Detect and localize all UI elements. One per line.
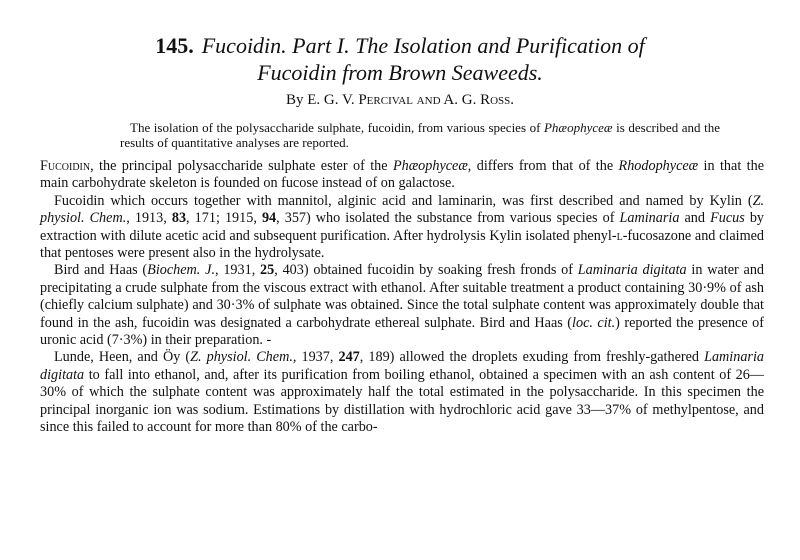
p3-text-c: , 403) obtained fucoidin by soaking fresh fronds of (274, 262, 578, 279)
p2-volume-2: 94 (261, 210, 277, 227)
article-number: 145. (155, 33, 194, 58)
p2-text-e: and (679, 210, 711, 227)
p2-journal: Z. physiol. Chem. (40, 192, 764, 227)
paragraph-3 (40, 262, 764, 349)
p4-text-c: , 189) allowed the droplets exuding from freshly-gathered (359, 349, 705, 366)
abstract (120, 120, 720, 150)
title-line-1: Fucoidin. Part I. The Isolation and Purification of (201, 33, 645, 58)
p4-journal: Z. physiol. Chem. (190, 349, 293, 366)
p2-text-g: -fucosazone and claimed that pentoses were present also in the hydrolysate. (40, 227, 764, 262)
abstract-taxon: Phæophyceæ (543, 120, 613, 135)
p4-text-b: , 1937, (292, 349, 339, 366)
p3-loc-cit: loc. cit. (572, 314, 616, 331)
p2-genus-1: Laminaria (619, 210, 680, 227)
p3-volume: 25 (260, 262, 275, 279)
p3-text-b: , 1931, (215, 262, 261, 279)
p4-volume: 247 (338, 349, 360, 366)
p4-text-a: Lunde, Heen, and Öy ( (54, 349, 191, 366)
lead-word: Fucoidin (40, 158, 91, 174)
p1-text-b: , differs from that of the (467, 158, 619, 174)
p2-text-f: by extraction with dilute acetic acid and subsequent purification. After hydrolysis Kylin isolated phenyl- (40, 210, 765, 244)
p3-journal: Biochem. J. (147, 262, 215, 279)
p2-l-prefix: l (616, 227, 623, 244)
p4-text-d: to fall into ethanol, and, after its purification from boiling ethanol, obtained a specimen with an ash content of 26—30% of which the sulphate content was approximately half the total estimated in the polysaccharide. In this specimen the principal inorganic ion was sodium. Estimations by distillation with hydrochloric acid gave 33—37% of methylpentose, and since this failed to account for more than 80% of the carbo- (40, 366, 764, 436)
abstract-text-1: The isolation of the polysaccharide sulphate, fucoidin, from various species of (130, 120, 544, 135)
p2-text-a: Fucoidin which occurs together with mannitol, alginic acid and laminarin, was first described and named by Kylin ( (54, 192, 753, 209)
p3-text-e: ) reported the presence of uronic acid (7·3%) in their preparation. - (40, 314, 764, 349)
p3-species: Laminaria digitata (577, 262, 687, 279)
p1-text-a: , the principal polysaccharide sulphate ester of the (90, 158, 393, 174)
p2-text-c: , 171; 1915, (186, 210, 262, 227)
p2-genus-2: Fucus (710, 210, 745, 227)
p2-volume-1: 83 (171, 210, 187, 227)
author-line (40, 90, 760, 110)
paragraph-1 (40, 158, 764, 193)
p1-taxon-2: Rhodophyceæ (618, 158, 699, 174)
author-by: By (285, 92, 304, 108)
p1-text-c: in that the main carbohydrate skeleton is founded on fucose instead of on galactose. (40, 158, 764, 192)
p2-text-b: , 1913, (126, 210, 172, 227)
abstract-text-2: is described and the results of quantitative analyses are reported. (120, 120, 720, 150)
p2-text-d: , 357) who isolated the substance from various species of (276, 210, 620, 227)
paragraph-2 (40, 193, 764, 263)
article-title (40, 32, 760, 86)
title-line-2: Fucoidin from Brown Seaweeds. (257, 60, 543, 85)
p1-taxon-1: Phæophyceæ (392, 158, 468, 174)
p3-text-d: in water and precipitating a crude sulphate from the viscous extract with ethanol. After suitable treatment a product containing 30·9% of ash (chiefly calcium sulphate) and 30·3% of sulphate was obtained. Since the total sulphate content was approximately double that found in the ash, fucoidin was designated a carbohydrate ethereal sulphate. Bird and Haas ( (40, 262, 765, 331)
article-body (40, 158, 764, 437)
author-names: E. G. V. Percival and A. G. Ross. (307, 92, 515, 108)
p4-species: Laminaria digitata (40, 349, 764, 383)
p3-text-a: Bird and Haas ( (54, 262, 148, 279)
paragraph-4 (40, 349, 764, 436)
